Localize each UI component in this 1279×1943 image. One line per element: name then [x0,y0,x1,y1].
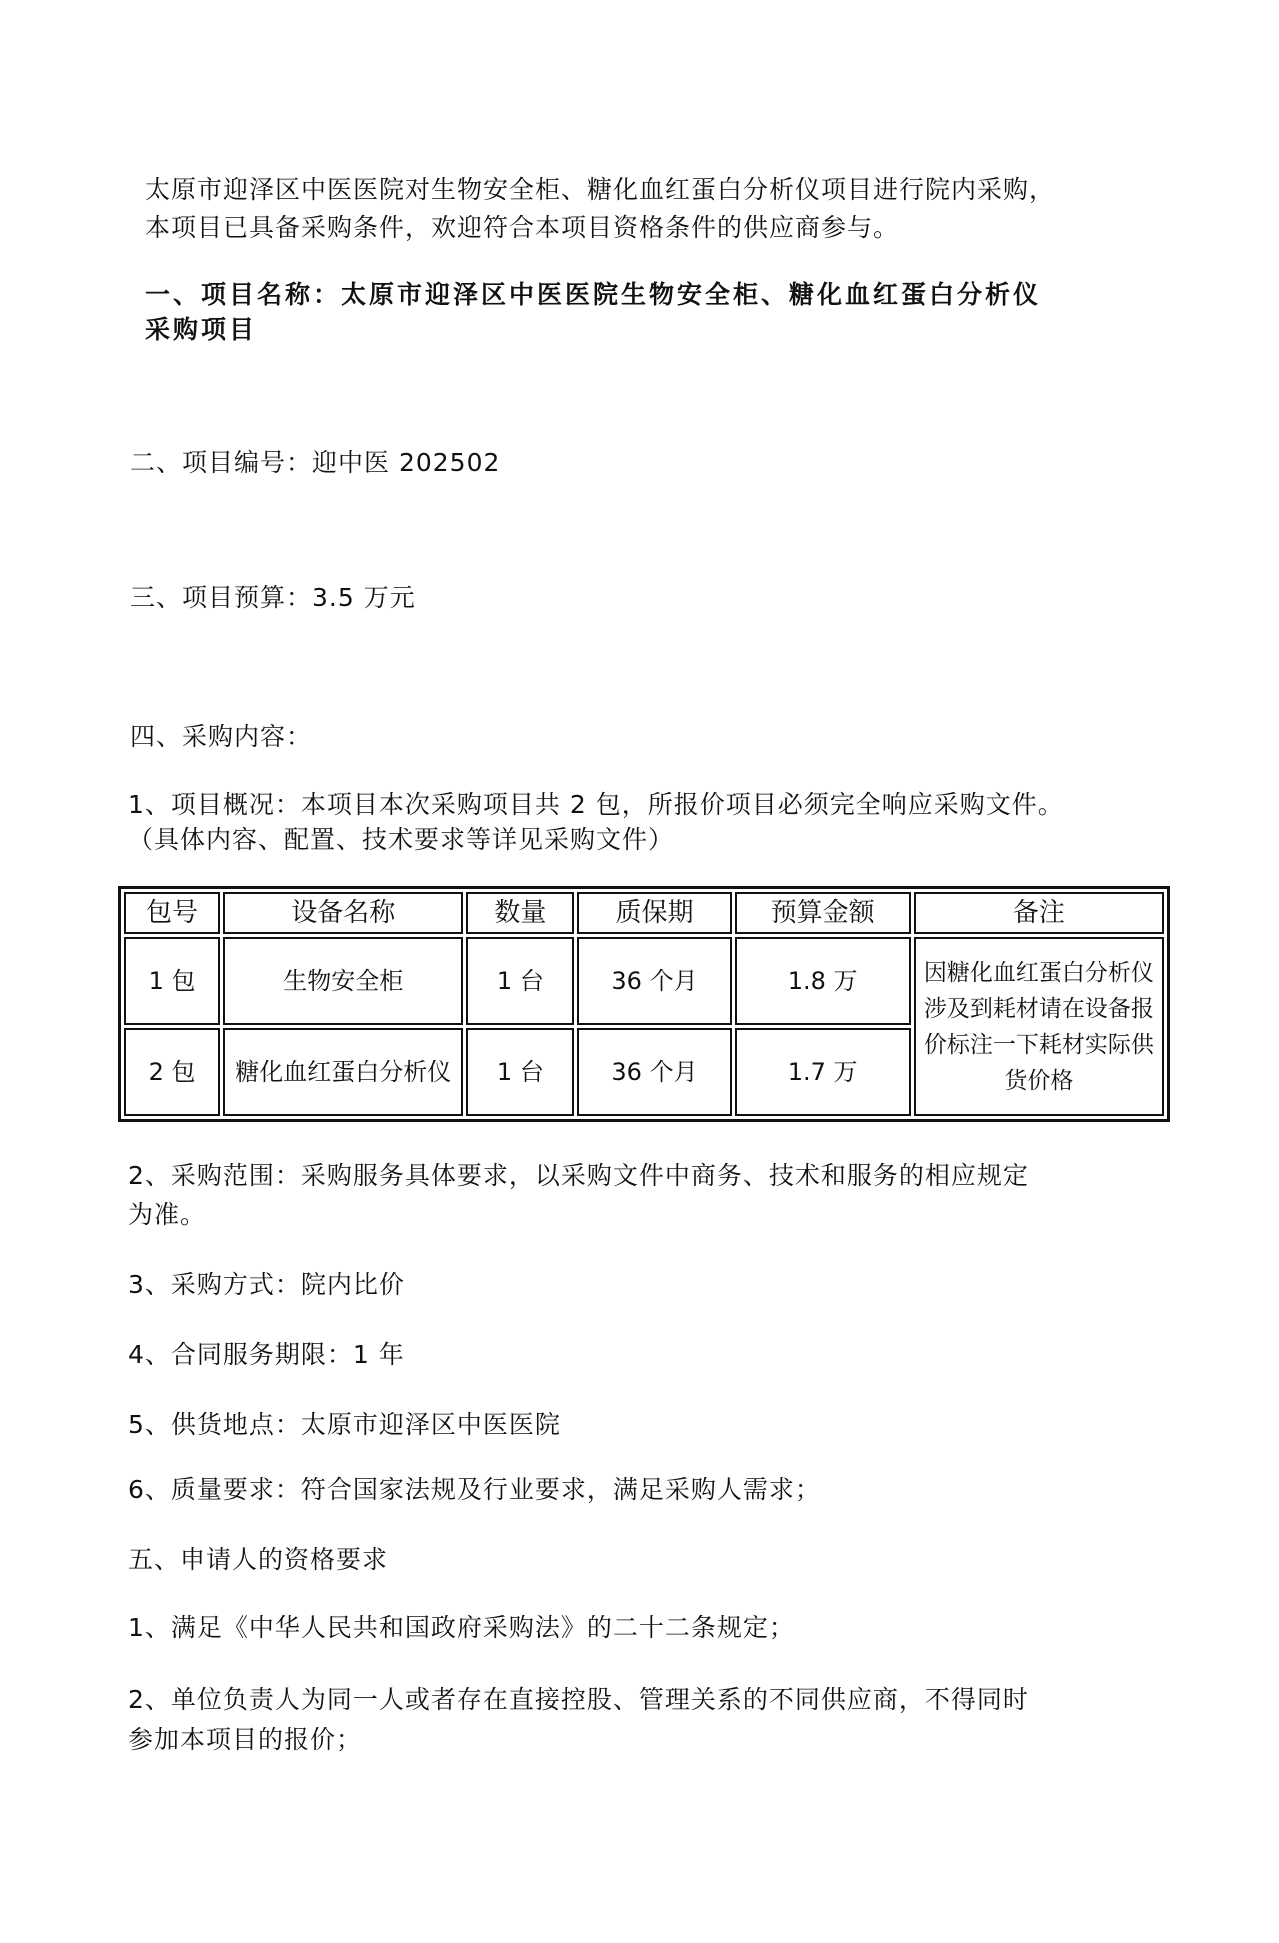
cell-warranty: 36 个月 [577,937,731,1025]
section-project-budget: 三、项目预算：3.5 万元 [130,583,416,612]
header-remarks: 备注 [914,892,1164,934]
cell-equipment-name: 生物安全柜 [223,937,463,1025]
item-overview-line-1: 1、项目概况：本项目本次采购项目共 2 包，所报价项目必须完全响应采购文件。 [128,790,1064,819]
intro-line-1: 太原市迎泽区中医医院对生物安全柜、糖化血红蛋白分析仪项目进行院内采购， [145,175,1056,204]
item-quality: 6、质量要求：符合国家法规及行业要求，满足采购人需求； [128,1475,821,1504]
procurement-table [118,886,1170,1122]
qualification-item-2-line-1: 2、单位负责人为同一人或者存在直接控股、管理关系的不同供应商，不得同时 [128,1685,1029,1714]
cell-budget: 1.7 万 [735,1028,911,1116]
item-scope-line-2: 为准。 [128,1200,207,1229]
cell-package-no: 2 包 [124,1028,220,1116]
cell-quantity: 1 台 [466,1028,574,1116]
cell-warranty: 36 个月 [577,1028,731,1116]
section-procurement-content-heading: 四、采购内容： [130,722,313,751]
section-qualification-heading: 五、申请人的资格要求 [128,1545,389,1574]
cell-equipment-name: 糖化血红蛋白分析仪 [223,1028,463,1116]
header-quantity: 数量 [466,892,574,934]
intro-line-2: 本项目已具备采购条件，欢迎符合本项目资格条件的供应商参与。 [145,213,900,242]
header-warranty: 质保期 [577,892,731,934]
header-package-no: 包号 [124,892,220,934]
item-scope-line-1: 2、采购范围：采购服务具体要求，以采购文件中商务、技术和服务的相应规定 [128,1161,1029,1190]
cell-quantity: 1 台 [466,937,574,1025]
section-project-name-cont: 采购项目 [145,315,258,344]
header-equipment-name: 设备名称 [223,892,463,934]
qualification-item-1: 1、满足《中华人民共和国政府采购法》的二十二条规定； [128,1613,795,1642]
item-method: 3、采购方式：院内比价 [128,1270,405,1299]
section-project-number: 二、项目编号：迎中医 202502 [130,448,501,477]
cell-remarks: 因糖化血红蛋白分析仪涉及到耗材请在设备报价标注一下耗材实际供货价格 [914,937,1164,1116]
table-row [124,937,1164,1025]
item-contract-term: 4、合同服务期限：1 年 [128,1340,405,1369]
item-delivery-location: 5、供货地点：太原市迎泽区中医医院 [128,1410,561,1439]
cell-package-no: 1 包 [124,937,220,1025]
table-header-row [124,892,1164,934]
section-project-name: 一、项目名称：太原市迎泽区中医医院生物安全柜、糖化血红蛋白分析仪 [145,280,1042,309]
cell-budget: 1.8 万 [735,937,911,1025]
item-overview-line-2: （具体内容、配置、技术要求等详见采购文件） [128,825,675,854]
header-budget: 预算金额 [735,892,911,934]
qualification-item-2-line-2: 参加本项目的报价； [128,1725,363,1754]
